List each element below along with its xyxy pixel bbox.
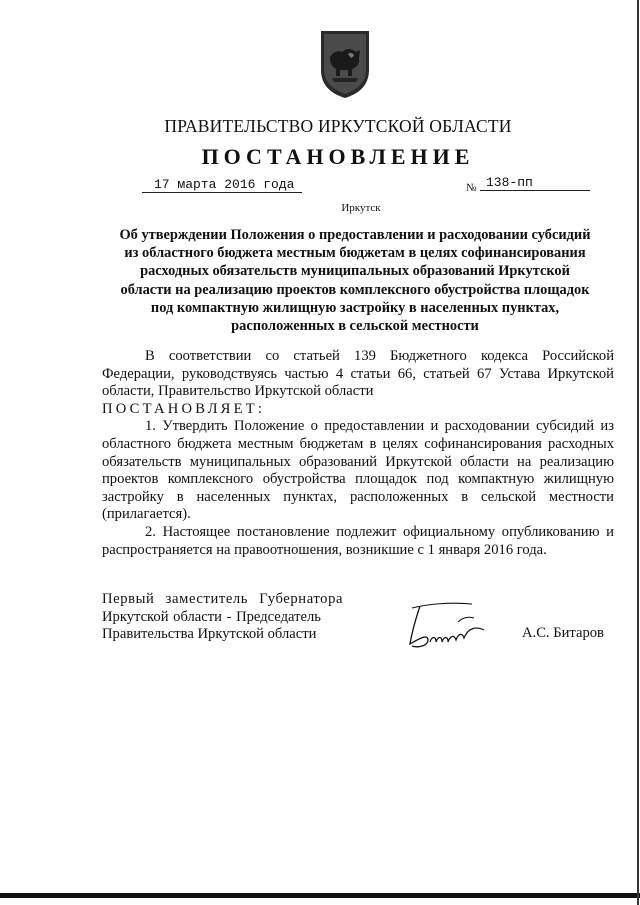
resolves-heading: ПОСТАНОВЛЯЕТ:	[102, 400, 266, 417]
subject-line: под компактную жилищную застройку в населенных пунктах,	[150, 299, 560, 316]
subject-line: из областного бюджета местным бюджетам в целях софинансирования	[124, 245, 586, 262]
preamble-paragraph: В соответствии со статьей 139 Бюджетного кодекса Российской Федерации, руководствуясь частью 4 статьи 66, статьей 67 Устава Иркутской области, Правительство Иркутской области	[102, 348, 614, 400]
signer-name: А.С. Битаров	[522, 625, 604, 641]
decree-number: 138-пп	[480, 176, 590, 191]
signer-position-line: Правительства Иркутской области	[102, 626, 317, 643]
document-type-title: ПОСТАНОВЛЕНИЕ	[201, 144, 475, 169]
subject-line: Об утверждении Положения о предоставлении и расходовании субсидий	[119, 227, 591, 243]
number-sign: №	[466, 182, 477, 194]
item-1-paragraph: 1. Утвердить Положение о предоставлении и расходовании субсидий из областного бюджета местным бюджетам в целях софинансирования расходных обязательств муниципальных образований Иркутской области на реализацию проектов комплексного обустройства площадок под компактную жилищную застройку в населенных пунктах, расположенных в сельской местности (прилагается).	[102, 418, 614, 523]
decree-body	[102, 348, 614, 559]
coat-of-arms-icon	[318, 28, 372, 100]
decree-subject	[100, 226, 610, 335]
subject-line: области на реализацию проектов комплексного обустройства площадок	[120, 281, 590, 298]
scan-border-bottom	[0, 893, 640, 898]
issue-city: Иркутск	[341, 202, 381, 214]
signature-icon	[398, 598, 490, 654]
subject-line: расходных обязательств муниципальных образований Иркутской	[140, 263, 570, 280]
decree-date: 17 марта 2016 года	[142, 178, 302, 193]
signer-position-line: Первый заместитель Губернатора	[102, 591, 344, 607]
item-2-paragraph: 2. Настоящее постановление подлежит официальному опубликованию и распространяется на правоотношения, возникшие с 1 января 2016 года.	[102, 523, 614, 558]
signer-position	[102, 591, 352, 644]
scan-border-right	[637, 0, 639, 905]
government-name: ПРАВИТЕЛЬСТВО ИРКУТСКОЙ ОБЛАСТИ	[164, 116, 512, 136]
signer-position-line: Иркутской области - Председатель	[102, 608, 321, 625]
subject-line: расположенных в сельской местности	[231, 318, 479, 335]
